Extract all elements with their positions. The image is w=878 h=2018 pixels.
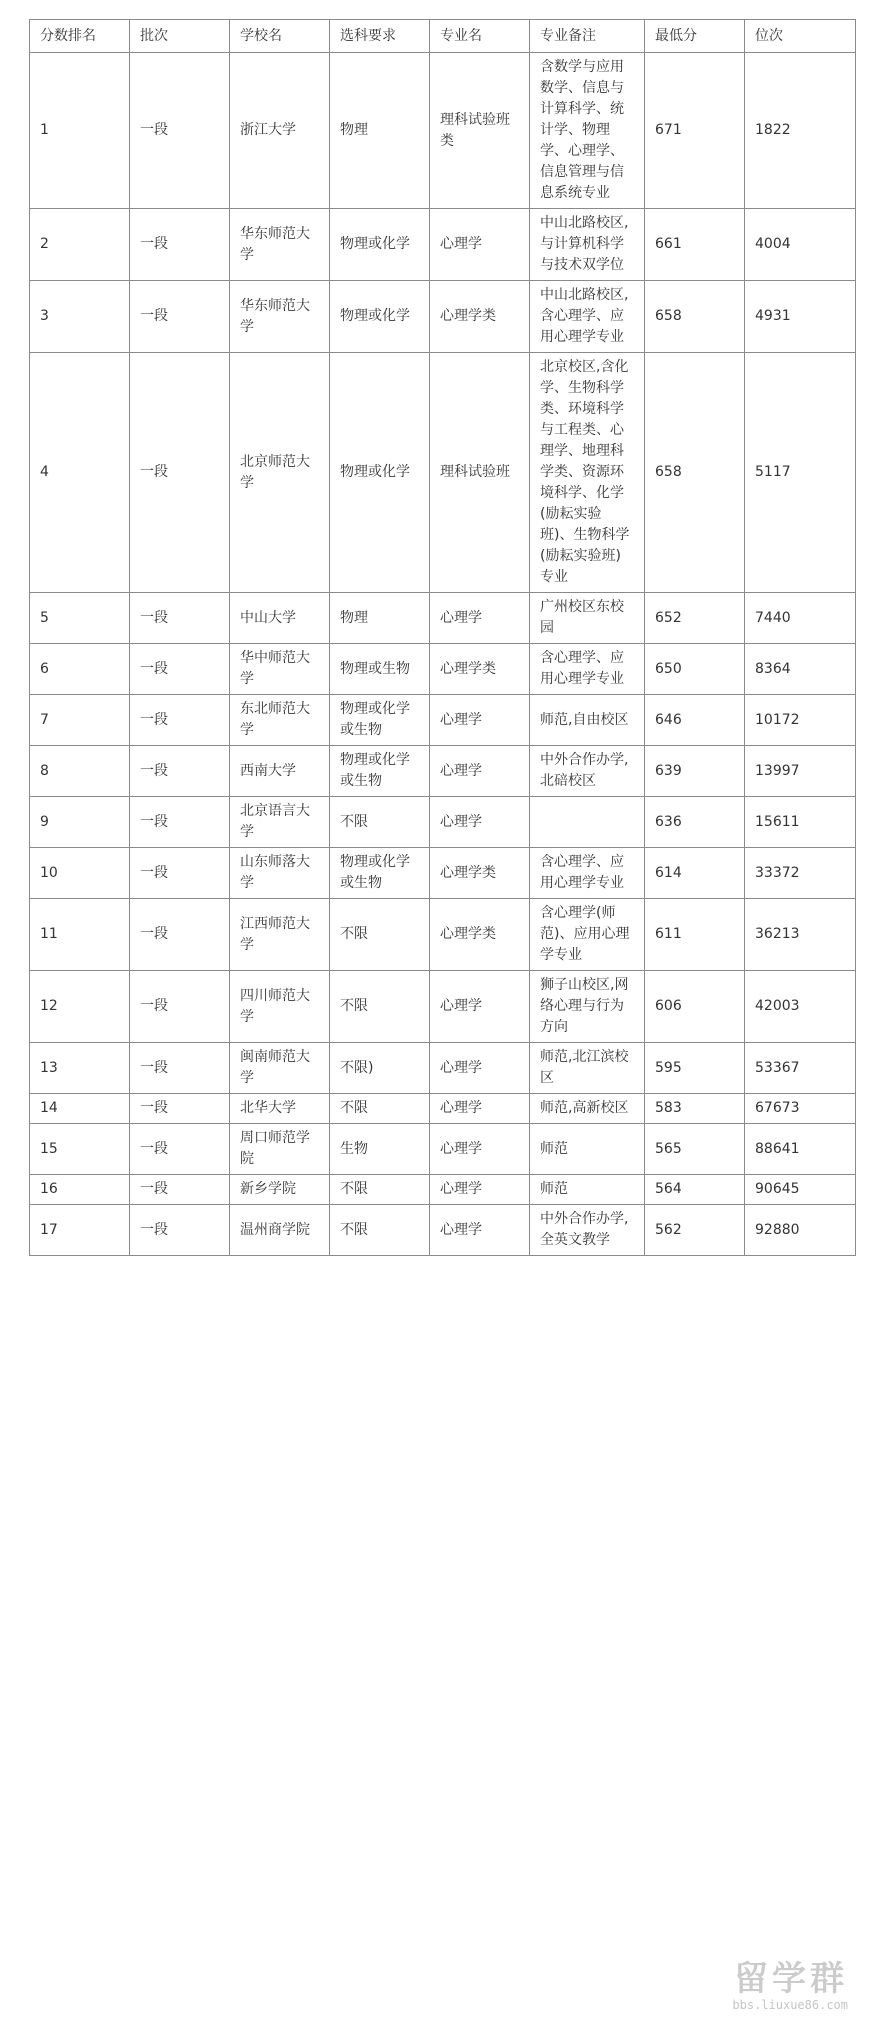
major-note-cell: 北京校区,含化学、生物科学类、环境科学与工程类、心理学、地理科学类、资源环境科学、化学(励耘实验班)、生物科学(励耘实验班)专业 bbox=[530, 353, 645, 593]
position-cell: 33372 bbox=[745, 848, 856, 899]
rank-cell: 3 bbox=[30, 281, 130, 353]
batch-cell: 一段 bbox=[130, 353, 230, 593]
school-cell: 华东师范大学 bbox=[230, 209, 330, 281]
major-cell: 心理学 bbox=[430, 1124, 530, 1175]
position-cell: 90645 bbox=[745, 1175, 856, 1205]
batch-cell: 一段 bbox=[130, 209, 230, 281]
subject-requirement-cell: 物理或化学 bbox=[330, 209, 430, 281]
subject-requirement-cell: 物理或化学或生物 bbox=[330, 746, 430, 797]
school-cell: 温州商学院 bbox=[230, 1205, 330, 1256]
watermark-url: bbs.liuxue86.com bbox=[732, 1998, 848, 2012]
position-cell: 5117 bbox=[745, 353, 856, 593]
major-note-cell: 中外合作办学,全英文教学 bbox=[530, 1205, 645, 1256]
major-cell: 心理学类 bbox=[430, 848, 530, 899]
batch-cell: 一段 bbox=[130, 644, 230, 695]
batch-cell: 一段 bbox=[130, 848, 230, 899]
table-row bbox=[30, 1205, 856, 1256]
column-header-position: 位次 bbox=[745, 20, 856, 53]
score-table bbox=[29, 19, 856, 1256]
rank-cell: 13 bbox=[30, 1043, 130, 1094]
table-header bbox=[30, 20, 856, 53]
table-row bbox=[30, 848, 856, 899]
school-cell: 华中师范大学 bbox=[230, 644, 330, 695]
batch-cell: 一段 bbox=[130, 797, 230, 848]
subject-requirement-cell: 不限 bbox=[330, 797, 430, 848]
min-score-cell: 658 bbox=[645, 353, 745, 593]
min-score-cell: 565 bbox=[645, 1124, 745, 1175]
rank-cell: 6 bbox=[30, 644, 130, 695]
batch-cell: 一段 bbox=[130, 1094, 230, 1124]
batch-cell: 一段 bbox=[130, 53, 230, 209]
major-note-cell: 中山北路校区,含心理学、应用心理学专业 bbox=[530, 281, 645, 353]
subject-requirement-cell: 物理或化学或生物 bbox=[330, 695, 430, 746]
major-cell: 心理学 bbox=[430, 593, 530, 644]
table-row bbox=[30, 644, 856, 695]
position-cell: 88641 bbox=[745, 1124, 856, 1175]
subject-requirement-cell: 物理 bbox=[330, 53, 430, 209]
min-score-cell: 671 bbox=[645, 53, 745, 209]
major-note-cell: 师范,高新校区 bbox=[530, 1094, 645, 1124]
position-cell: 15611 bbox=[745, 797, 856, 848]
major-cell: 心理学 bbox=[430, 1094, 530, 1124]
position-cell: 42003 bbox=[745, 971, 856, 1043]
min-score-cell: 564 bbox=[645, 1175, 745, 1205]
min-score-cell: 606 bbox=[645, 971, 745, 1043]
table-row bbox=[30, 695, 856, 746]
subject-requirement-cell: 物理或生物 bbox=[330, 644, 430, 695]
major-cell: 心理学 bbox=[430, 209, 530, 281]
min-score-cell: 636 bbox=[645, 797, 745, 848]
position-cell: 67673 bbox=[745, 1094, 856, 1124]
batch-cell: 一段 bbox=[130, 593, 230, 644]
rank-cell: 8 bbox=[30, 746, 130, 797]
subject-requirement-cell: 不限 bbox=[330, 899, 430, 971]
table-row bbox=[30, 746, 856, 797]
major-note-cell: 含心理学、应用心理学专业 bbox=[530, 848, 645, 899]
table-row bbox=[30, 281, 856, 353]
school-cell: 新乡学院 bbox=[230, 1175, 330, 1205]
rank-cell: 7 bbox=[30, 695, 130, 746]
min-score-cell: 646 bbox=[645, 695, 745, 746]
min-score-cell: 639 bbox=[645, 746, 745, 797]
table-row bbox=[30, 1175, 856, 1205]
batch-cell: 一段 bbox=[130, 1124, 230, 1175]
school-cell: 闽南师范大学 bbox=[230, 1043, 330, 1094]
school-cell: 北华大学 bbox=[230, 1094, 330, 1124]
major-cell: 心理学 bbox=[430, 1043, 530, 1094]
column-header-major-note: 专业备注 bbox=[530, 20, 645, 53]
position-cell: 4931 bbox=[745, 281, 856, 353]
school-cell: 北京师范大学 bbox=[230, 353, 330, 593]
min-score-cell: 652 bbox=[645, 593, 745, 644]
major-note-cell: 含心理学(师范)、应用心理学专业 bbox=[530, 899, 645, 971]
position-cell: 4004 bbox=[745, 209, 856, 281]
min-score-cell: 650 bbox=[645, 644, 745, 695]
major-note-cell: 广州校区东校园 bbox=[530, 593, 645, 644]
major-note-cell: 师范 bbox=[530, 1124, 645, 1175]
table-row bbox=[30, 797, 856, 848]
position-cell: 36213 bbox=[745, 899, 856, 971]
batch-cell: 一段 bbox=[130, 746, 230, 797]
major-note-cell: 含心理学、应用心理学专业 bbox=[530, 644, 645, 695]
table-row bbox=[30, 899, 856, 971]
major-cell: 心理学 bbox=[430, 1205, 530, 1256]
school-cell: 江西师范大学 bbox=[230, 899, 330, 971]
table-row bbox=[30, 593, 856, 644]
major-cell: 心理学 bbox=[430, 797, 530, 848]
column-header-rank: 分数排名 bbox=[30, 20, 130, 53]
table-row bbox=[30, 1043, 856, 1094]
watermark bbox=[732, 1960, 848, 2012]
position-cell: 92880 bbox=[745, 1205, 856, 1256]
major-cell: 心理学类 bbox=[430, 899, 530, 971]
school-cell: 西南大学 bbox=[230, 746, 330, 797]
subject-requirement-cell: 不限) bbox=[330, 1043, 430, 1094]
rank-cell: 9 bbox=[30, 797, 130, 848]
batch-cell: 一段 bbox=[130, 899, 230, 971]
rank-cell: 5 bbox=[30, 593, 130, 644]
major-note-cell: 狮子山校区,网络心理与行为方向 bbox=[530, 971, 645, 1043]
subject-requirement-cell: 物理或化学或生物 bbox=[330, 848, 430, 899]
batch-cell: 一段 bbox=[130, 1175, 230, 1205]
min-score-cell: 661 bbox=[645, 209, 745, 281]
school-cell: 四川师范大学 bbox=[230, 971, 330, 1043]
position-cell: 13997 bbox=[745, 746, 856, 797]
major-cell: 心理学类 bbox=[430, 644, 530, 695]
subject-requirement-cell: 生物 bbox=[330, 1124, 430, 1175]
rank-cell: 10 bbox=[30, 848, 130, 899]
major-cell: 理科试验班 bbox=[430, 353, 530, 593]
rank-cell: 16 bbox=[30, 1175, 130, 1205]
min-score-cell: 595 bbox=[645, 1043, 745, 1094]
school-cell: 浙江大学 bbox=[230, 53, 330, 209]
rank-cell: 1 bbox=[30, 53, 130, 209]
major-note-cell: 师范,自由校区 bbox=[530, 695, 645, 746]
major-cell: 心理学 bbox=[430, 695, 530, 746]
subject-requirement-cell: 物理或化学 bbox=[330, 281, 430, 353]
rank-cell: 11 bbox=[30, 899, 130, 971]
batch-cell: 一段 bbox=[130, 1205, 230, 1256]
major-note-cell: 中山北路校区,与计算机科学与技术双学位 bbox=[530, 209, 645, 281]
table-row bbox=[30, 53, 856, 209]
major-note-cell: 师范,北江滨校区 bbox=[530, 1043, 645, 1094]
min-score-cell: 583 bbox=[645, 1094, 745, 1124]
subject-requirement-cell: 不限 bbox=[330, 1175, 430, 1205]
major-cell: 心理学类 bbox=[430, 281, 530, 353]
column-header-min-score: 最低分 bbox=[645, 20, 745, 53]
major-cell: 心理学 bbox=[430, 971, 530, 1043]
table-row bbox=[30, 1094, 856, 1124]
column-header-major: 专业名 bbox=[430, 20, 530, 53]
column-header-subject-requirement: 选科要求 bbox=[330, 20, 430, 53]
position-cell: 10172 bbox=[745, 695, 856, 746]
rank-cell: 17 bbox=[30, 1205, 130, 1256]
column-header-batch: 批次 bbox=[130, 20, 230, 53]
table-row bbox=[30, 971, 856, 1043]
major-note-cell: 师范 bbox=[530, 1175, 645, 1205]
rank-cell: 4 bbox=[30, 353, 130, 593]
subject-requirement-cell: 不限 bbox=[330, 971, 430, 1043]
subject-requirement-cell: 物理 bbox=[330, 593, 430, 644]
min-score-cell: 611 bbox=[645, 899, 745, 971]
major-cell: 心理学 bbox=[430, 1175, 530, 1205]
major-note-cell: 中外合作办学,北碚校区 bbox=[530, 746, 645, 797]
column-header-school: 学校名 bbox=[230, 20, 330, 53]
school-cell: 周口师范学院 bbox=[230, 1124, 330, 1175]
school-cell: 东北师范大学 bbox=[230, 695, 330, 746]
school-cell: 中山大学 bbox=[230, 593, 330, 644]
subject-requirement-cell: 不限 bbox=[330, 1205, 430, 1256]
position-cell: 7440 bbox=[745, 593, 856, 644]
major-note-cell: 含数学与应用数学、信息与计算科学、统计学、物理学、心理学、信息管理与信息系统专业 bbox=[530, 53, 645, 209]
table-body bbox=[30, 53, 856, 1256]
rank-cell: 2 bbox=[30, 209, 130, 281]
rank-cell: 14 bbox=[30, 1094, 130, 1124]
major-cell: 理科试验班类 bbox=[430, 53, 530, 209]
table-row bbox=[30, 353, 856, 593]
rank-cell: 15 bbox=[30, 1124, 130, 1175]
school-cell: 华东师范大学 bbox=[230, 281, 330, 353]
min-score-cell: 614 bbox=[645, 848, 745, 899]
position-cell: 8364 bbox=[745, 644, 856, 695]
batch-cell: 一段 bbox=[130, 1043, 230, 1094]
rank-cell: 12 bbox=[30, 971, 130, 1043]
table-row bbox=[30, 1124, 856, 1175]
major-cell: 心理学 bbox=[430, 746, 530, 797]
batch-cell: 一段 bbox=[130, 281, 230, 353]
batch-cell: 一段 bbox=[130, 971, 230, 1043]
school-cell: 山东师落大学 bbox=[230, 848, 330, 899]
subject-requirement-cell: 物理或化学 bbox=[330, 353, 430, 593]
watermark-title: 留学群 bbox=[734, 1959, 848, 1999]
batch-cell: 一段 bbox=[130, 695, 230, 746]
table-row bbox=[30, 209, 856, 281]
subject-requirement-cell: 不限 bbox=[330, 1094, 430, 1124]
position-cell: 1822 bbox=[745, 53, 856, 209]
min-score-cell: 562 bbox=[645, 1205, 745, 1256]
school-cell: 北京语言大学 bbox=[230, 797, 330, 848]
header-row bbox=[30, 20, 856, 53]
position-cell: 53367 bbox=[745, 1043, 856, 1094]
min-score-cell: 658 bbox=[645, 281, 745, 353]
major-note-cell bbox=[530, 797, 645, 848]
